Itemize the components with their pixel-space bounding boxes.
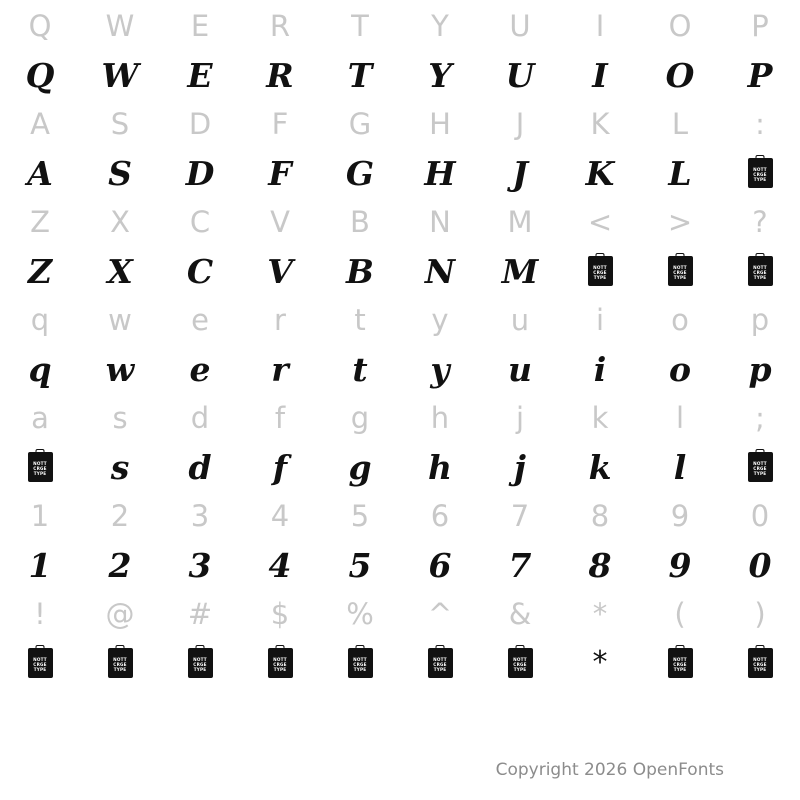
key-row-qwerty-upper [0,4,800,48]
key-label: O [668,8,692,43]
key-label: 5 [350,498,370,533]
notdef-line: CRGE [513,661,527,667]
key-label: ) [754,596,766,631]
key-label: P [751,8,769,43]
notdef-line: CRGE [673,269,687,275]
key-label: 6 [430,498,450,533]
notdef-line: NOTT [753,460,767,466]
glyph: 7 [508,545,532,585]
glyph: X [107,251,133,291]
key-label: E [190,8,210,43]
notdef-line: TYPE [113,667,127,673]
glyph: e [189,349,211,389]
glyph: P [747,55,773,95]
glyph: s [110,447,130,487]
notdef-box-icon [588,256,613,286]
glyph: I [592,55,608,95]
glyph: w [105,349,135,389]
glyph: Q [25,55,55,95]
notdef-line: CRGE [33,661,47,667]
glyph: q [28,349,52,389]
key-label: V [270,204,290,239]
key-label: A [30,106,50,141]
notdef-line: NOTT [273,656,287,662]
notdef-box-icon [668,648,693,678]
notdef-line: TYPE [433,667,447,673]
key-label: Z [30,204,50,239]
glyph: R [266,55,294,95]
notdef-glyph [720,146,800,200]
key-label: & [508,596,532,631]
notdef-box-icon [108,648,133,678]
key-label: $ [270,596,290,631]
glyph-row-asdf-lower [0,440,800,494]
copyright-footer: Copyright 2026 OpenFonts [495,760,724,780]
glyph: V [267,251,293,291]
notdef-line: TYPE [33,471,47,477]
key-label: # [187,596,213,631]
notdef-line: NOTT [673,264,687,270]
key-label: e [191,302,209,337]
glyph: o [668,349,691,389]
notdef-glyph [720,244,800,298]
glyph: t [352,349,368,389]
glyph: 0 [748,545,772,585]
key-label: r [274,302,286,337]
key-label: 2 [110,498,130,533]
key-label: s [112,400,128,435]
notdef-line: NOTT [433,656,447,662]
key-label: w [108,302,132,337]
notdef-line: TYPE [753,177,767,183]
notdef-box-icon [268,648,293,678]
key-label: D [188,106,212,141]
glyph: 3 [188,545,212,585]
glyph: 9 [668,545,692,585]
key-label: 7 [510,498,530,533]
key-label: 3 [190,498,210,533]
key-row-zxcv-upper [0,200,800,244]
glyph: d [188,447,212,487]
glyph: E [187,55,213,95]
key-label: p [750,302,770,337]
notdef-line: NOTT [353,656,367,662]
key-row-asdf-upper [0,102,800,146]
key-label: 8 [590,498,610,533]
notdef-line: CRGE [753,661,767,667]
notdef-line: NOTT [193,656,207,662]
notdef-glyph [0,440,80,494]
glyph: F [268,153,292,193]
glyph-row-symbols [0,636,800,690]
glyph: l [673,447,687,487]
key-label: G [348,106,372,141]
glyph: O [665,55,695,95]
key-label: T [351,8,369,43]
glyph-row-asdf-upper [0,146,800,200]
key-label: ^ [427,596,453,631]
key-label: ; [755,400,765,435]
key-label: j [515,400,525,435]
key-label: d [190,400,210,435]
glyph: J [512,153,528,193]
notdef-line: TYPE [193,667,207,673]
key-label: @ [105,596,135,631]
key-label: y [431,302,449,337]
notdef-line: CRGE [753,269,767,275]
key-label: S [110,106,130,141]
key-label: Q [28,8,52,43]
notdef-line: TYPE [753,471,767,477]
notdef-line: NOTT [753,264,767,270]
notdef-line: TYPE [353,667,367,673]
glyph: i [593,349,607,389]
glyph: K [585,153,615,193]
notdef-line: CRGE [433,661,447,667]
key-row-digits [0,494,800,538]
key-label: J [515,106,525,141]
notdef-box-icon [748,648,773,678]
key-label: o [671,302,689,337]
glyph: j [514,447,526,487]
glyph: h [428,447,452,487]
notdef-line: NOTT [33,656,47,662]
notdef-box-icon [28,648,53,678]
key-label: a [31,400,49,435]
notdef-box-icon [668,256,693,286]
key-label: ! [34,596,46,631]
notdef-glyph [80,636,160,690]
key-label: t [354,302,366,337]
notdef-box-icon [28,452,53,482]
notdef-line: TYPE [593,275,607,281]
notdef-line: CRGE [753,465,767,471]
notdef-glyph [160,636,240,690]
glyph: B [346,251,374,291]
glyph: 8 [588,545,612,585]
glyph: 5 [348,545,372,585]
notdef-line: CRGE [673,661,687,667]
glyph: r [271,349,289,389]
notdef-box-icon [188,648,213,678]
notdef-line: CRGE [273,661,287,667]
key-label: 4 [270,498,290,533]
notdef-line: TYPE [673,667,687,673]
glyph: f [272,447,288,487]
key-label: C [189,204,211,239]
glyph: C [186,251,214,291]
notdef-glyph [640,244,720,298]
notdef-line: CRGE [353,661,367,667]
notdef-glyph [640,636,720,690]
notdef-line: NOTT [113,656,127,662]
glyph-row-zxcv-upper [0,244,800,298]
glyph: N [424,251,456,291]
key-label: U [509,8,531,43]
key-label: l [675,400,685,435]
key-label: F [271,106,289,141]
key-label: ( [674,596,686,631]
key-label: 9 [670,498,690,533]
notdef-glyph [240,636,320,690]
key-label: N [429,204,451,239]
notdef-glyph [480,636,560,690]
notdef-line: NOTT [593,264,607,270]
notdef-line: NOTT [753,656,767,662]
notdef-line: CRGE [593,269,607,275]
glyph: L [668,153,692,193]
key-label: I [595,8,605,43]
notdef-line: TYPE [673,275,687,281]
glyph: U [505,55,535,95]
key-row-asdf-lower [0,396,800,440]
glyph-row-digits [0,538,800,592]
key-label: K [590,106,610,141]
notdef-line: TYPE [753,275,767,281]
glyph: g [348,447,372,487]
key-label: H [429,106,451,141]
key-label: B [350,204,370,239]
key-label: L [671,106,689,141]
key-label: * [592,596,608,631]
key-row-qwerty-lower [0,298,800,342]
key-row-symbols [0,592,800,636]
key-label: > [667,204,693,239]
notdef-glyph [400,636,480,690]
glyph: H [424,153,456,193]
notdef-line: CRGE [113,661,127,667]
glyph: Y [428,55,452,95]
glyph-row-qwerty-lower [0,342,800,396]
notdef-line: TYPE [33,667,47,673]
glyph: y [430,349,450,389]
notdef-box-icon [428,648,453,678]
notdef-glyph [320,636,400,690]
notdef-line: NOTT [33,460,47,466]
glyph: p [748,349,772,389]
glyph: k [588,447,612,487]
notdef-glyph [720,440,800,494]
key-label: 1 [30,498,50,533]
glyph-row-qwerty-upper [0,48,800,102]
notdef-line: TYPE [513,667,527,673]
notdef-line: NOTT [673,656,687,662]
key-label: f [274,400,286,435]
glyph: 1 [28,545,52,585]
glyph: 6 [428,545,452,585]
glyph: D [185,153,215,193]
glyph: G [345,153,375,193]
notdef-line: TYPE [753,667,767,673]
notdef-glyph [0,636,80,690]
key-label: X [110,204,130,239]
key-label: W [105,8,135,43]
key-label: % [346,596,374,631]
glyph: M [501,251,539,291]
notdef-box-icon [748,452,773,482]
glyph: 2 [108,545,132,585]
glyph: 4 [268,545,292,585]
key-label: M [507,204,533,239]
notdef-line: TYPE [273,667,287,673]
notdef-box-icon [508,648,533,678]
notdef-line: CRGE [193,661,207,667]
key-label: q [30,302,50,337]
glyph: * [592,645,608,680]
notdef-glyph [720,636,800,690]
notdef-line: CRGE [753,171,767,177]
notdef-line: NOTT [513,656,527,662]
key-label: k [591,400,609,435]
glyph: A [27,153,53,193]
key-label: h [430,400,450,435]
glyph: T [347,55,373,95]
key-label: < [587,204,613,239]
key-label: : [755,106,765,141]
glyph: Z [27,251,53,291]
notdef-box-icon [748,256,773,286]
notdef-line: CRGE [33,465,47,471]
key-label: i [595,302,605,337]
key-label: g [350,400,370,435]
key-label: R [269,8,291,43]
key-label: u [510,302,530,337]
key-label: Y [431,8,449,43]
notdef-box-icon [748,158,773,188]
glyph: S [108,153,132,193]
notdef-box-icon [348,648,373,678]
glyph: u [508,349,532,389]
key-label: 0 [750,498,770,533]
key-label: ? [752,204,768,239]
notdef-line: NOTT [753,166,767,172]
glyph: W [101,55,139,95]
notdef-glyph [560,244,640,298]
